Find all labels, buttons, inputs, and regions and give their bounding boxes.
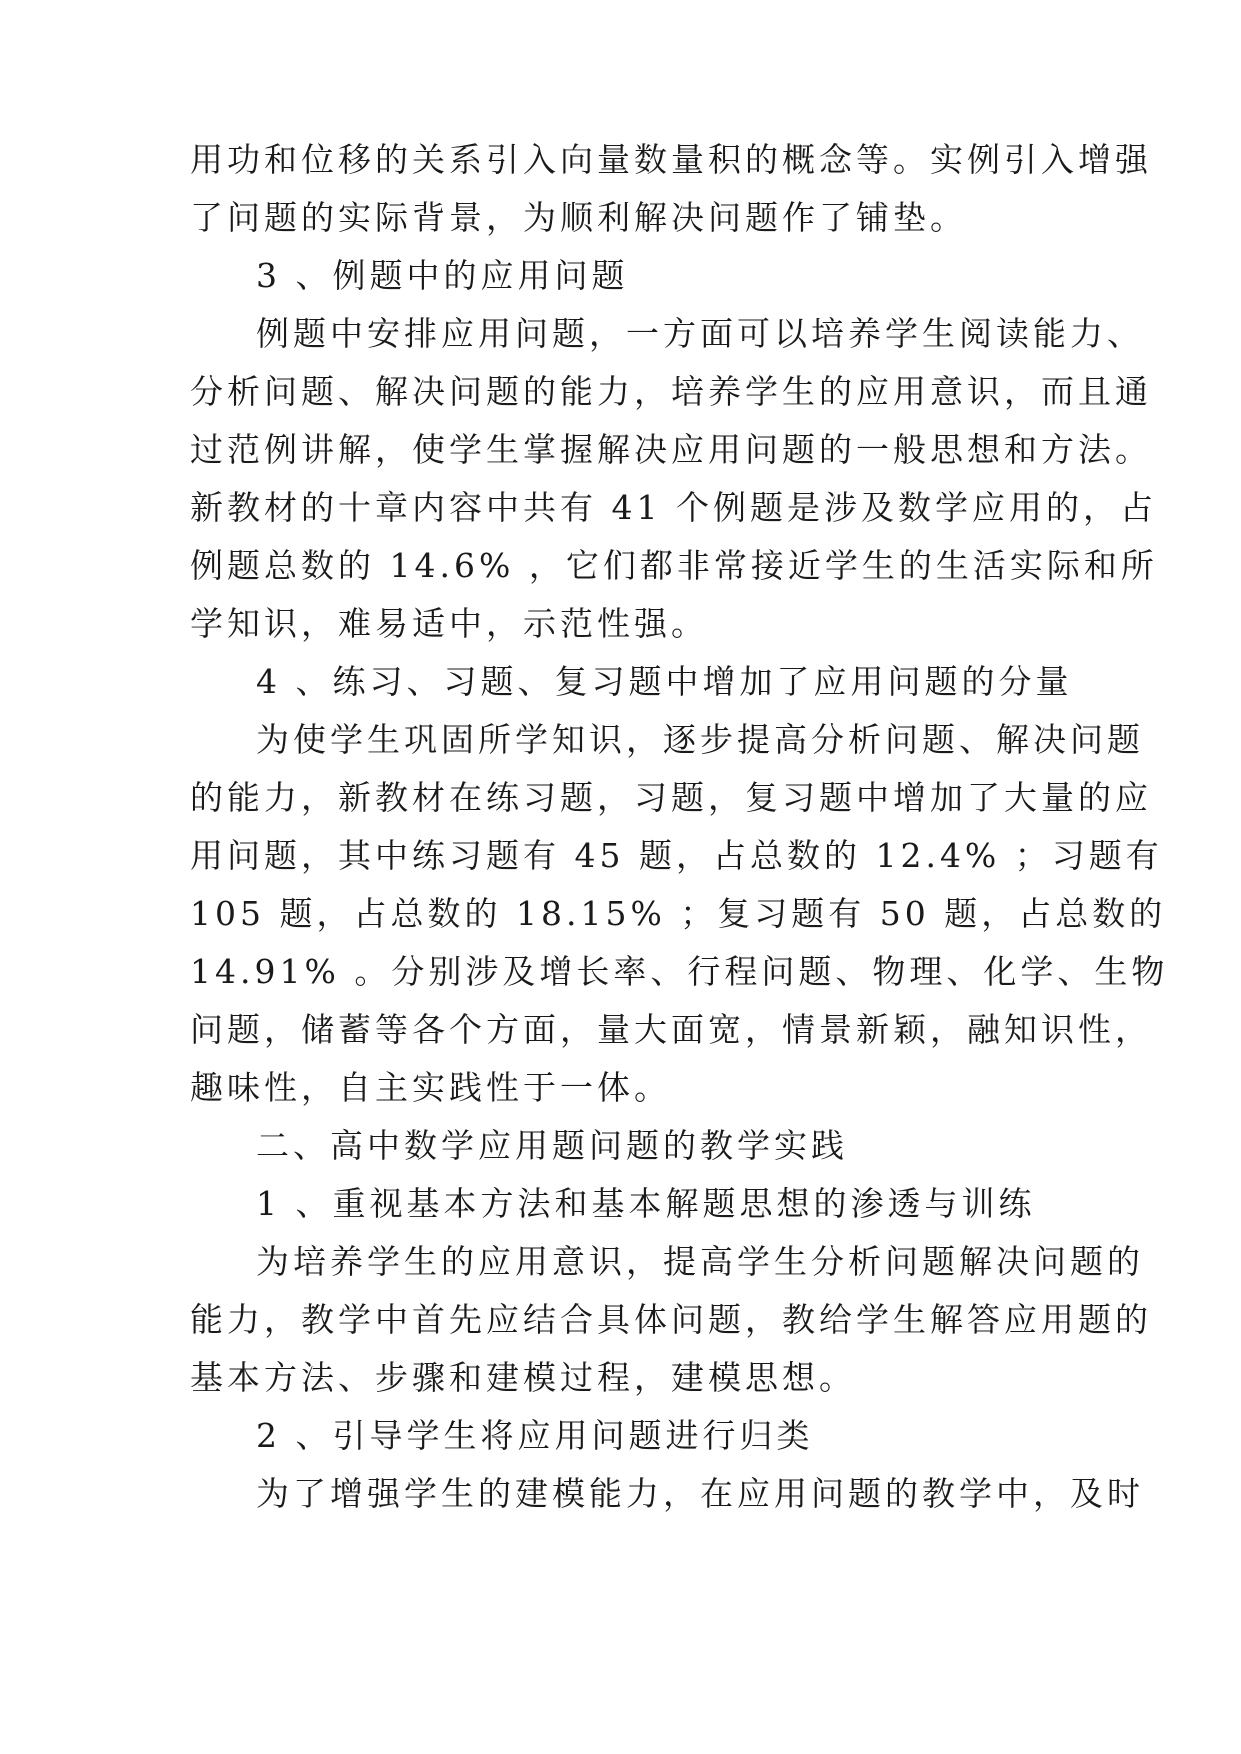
- text-line: 过范例讲解，使学生掌握解决应用问题的一般思想和方法。: [190, 430, 1152, 469]
- text-line: 105 题，占总数的 18.15% ；复习题有 50 题，占总数的: [190, 894, 1167, 933]
- text-line: 学知识，难易适中，示范性强。: [190, 604, 708, 643]
- text-line: 4 、练习、习题、复习题中增加了应用问题的分量: [256, 662, 1073, 701]
- text-line: 二、高中数学应用题问题的教学实践: [256, 1126, 848, 1165]
- text-line: 为了增强学生的建模能力，在应用问题的教学中，及时: [256, 1474, 1144, 1513]
- text-line: 3 、例题中的应用问题: [256, 256, 629, 295]
- text-line: 新教材的十章内容中共有 41 个例题是涉及数学应用的，占: [190, 488, 1157, 527]
- text-line: 例题总数的 14.6% ，它们都非常接近学生的生活实际和所: [190, 546, 1158, 585]
- text-line: 基本方法、步骤和建模过程，建模思想。: [190, 1358, 856, 1397]
- text-line: 2 、引导学生将应用问题进行归类: [256, 1416, 814, 1455]
- text-line: 问题，储蓄等各个方面，量大面宽，情景新颖，融知识性，: [190, 1010, 1152, 1049]
- text-line: 分析问题、解决问题的能力，培养学生的应用意识，而且通: [190, 372, 1152, 411]
- text-line: 用问题，其中练习题有 45 题，占总数的 12.4% ；习题有: [190, 836, 1163, 875]
- text-line: 1 、重视基本方法和基本解题思想的渗透与训练: [256, 1184, 1036, 1223]
- text-line: 例题中安排应用问题，一方面可以培养学生阅读能力、: [256, 314, 1144, 353]
- text-line: 了问题的实际背景，为顺利解决问题作了铺垫。: [190, 198, 967, 237]
- text-line: 用功和位移的关系引入向量数量积的概念等。实例引入增强: [190, 140, 1152, 179]
- text-line: 14.91% 。分别涉及增长率、行程问题、物理、化学、生物: [190, 952, 1169, 991]
- text-line: 能力，教学中首先应结合具体问题，教给学生解答应用题的: [190, 1300, 1152, 1339]
- text-line: 为使学生巩固所学知识，逐步提高分析问题、解决问题: [256, 720, 1144, 759]
- text-line: 为培养学生的应用意识，提高学生分析问题解决问题的: [256, 1242, 1144, 1281]
- text-line: 的能力，新教材在练习题，习题，复习题中增加了大量的应: [190, 778, 1152, 817]
- text-line: 趣味性，自主实践性于一体。: [190, 1068, 671, 1107]
